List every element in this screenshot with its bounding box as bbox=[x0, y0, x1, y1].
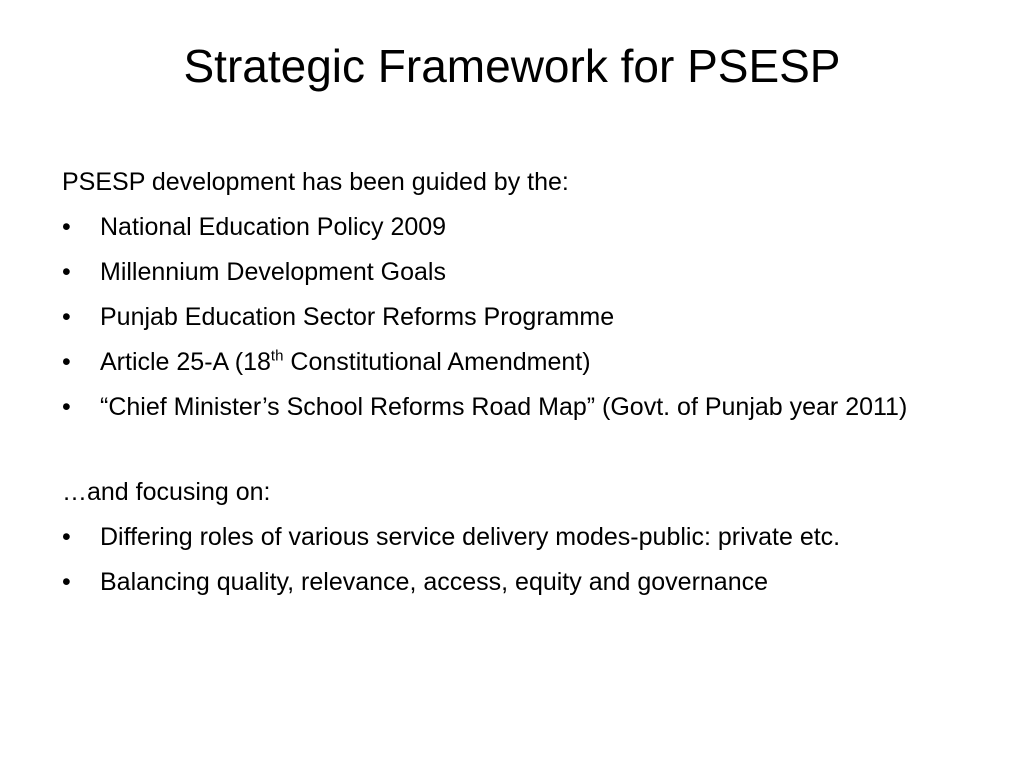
bullet-icon: • bbox=[62, 568, 71, 596]
list-item bbox=[62, 299, 982, 336]
list-item bbox=[62, 209, 982, 246]
bullet-icon: • bbox=[62, 393, 71, 421]
section1-list bbox=[62, 209, 982, 426]
bullet-icon: • bbox=[62, 348, 71, 376]
bullet-icon: • bbox=[62, 213, 71, 241]
list-item-text-before: Article 25-A (18 bbox=[100, 348, 271, 376]
superscript-suffix: th bbox=[270, 347, 284, 365]
list-item bbox=[62, 254, 982, 291]
list-item-text: Differing roles of various service delivery modes-public: private etc. bbox=[100, 523, 841, 551]
list-item-text: Punjab Education Sector Reforms Programme bbox=[100, 303, 615, 331]
list-item-text: “Chief Minister’s School Reforms Road Map” (Govt. of Punjab year 2011) bbox=[100, 393, 908, 421]
section2-list bbox=[62, 519, 982, 601]
section1-intro: PSESP development has been guided by the: bbox=[62, 168, 569, 196]
list-item bbox=[62, 519, 982, 556]
list-item-text: Balancing quality, relevance, access, equity and governance bbox=[100, 568, 769, 596]
bullet-icon: • bbox=[62, 523, 71, 551]
list-item-text: Millennium Development Goals bbox=[100, 258, 446, 286]
slide-body bbox=[62, 164, 982, 609]
list-item-text bbox=[100, 348, 591, 376]
list-item bbox=[62, 344, 982, 381]
list-item-text-after: Constitutional Amendment) bbox=[283, 348, 591, 376]
list-item bbox=[62, 564, 982, 601]
section2-intro: …and focusing on: bbox=[62, 478, 271, 506]
list-item-text: National Education Policy 2009 bbox=[100, 213, 447, 241]
slide-title: Strategic Framework for PSESP bbox=[183, 40, 841, 92]
list-item bbox=[62, 389, 982, 426]
bullet-icon: • bbox=[62, 303, 71, 331]
bullet-icon: • bbox=[62, 258, 71, 286]
